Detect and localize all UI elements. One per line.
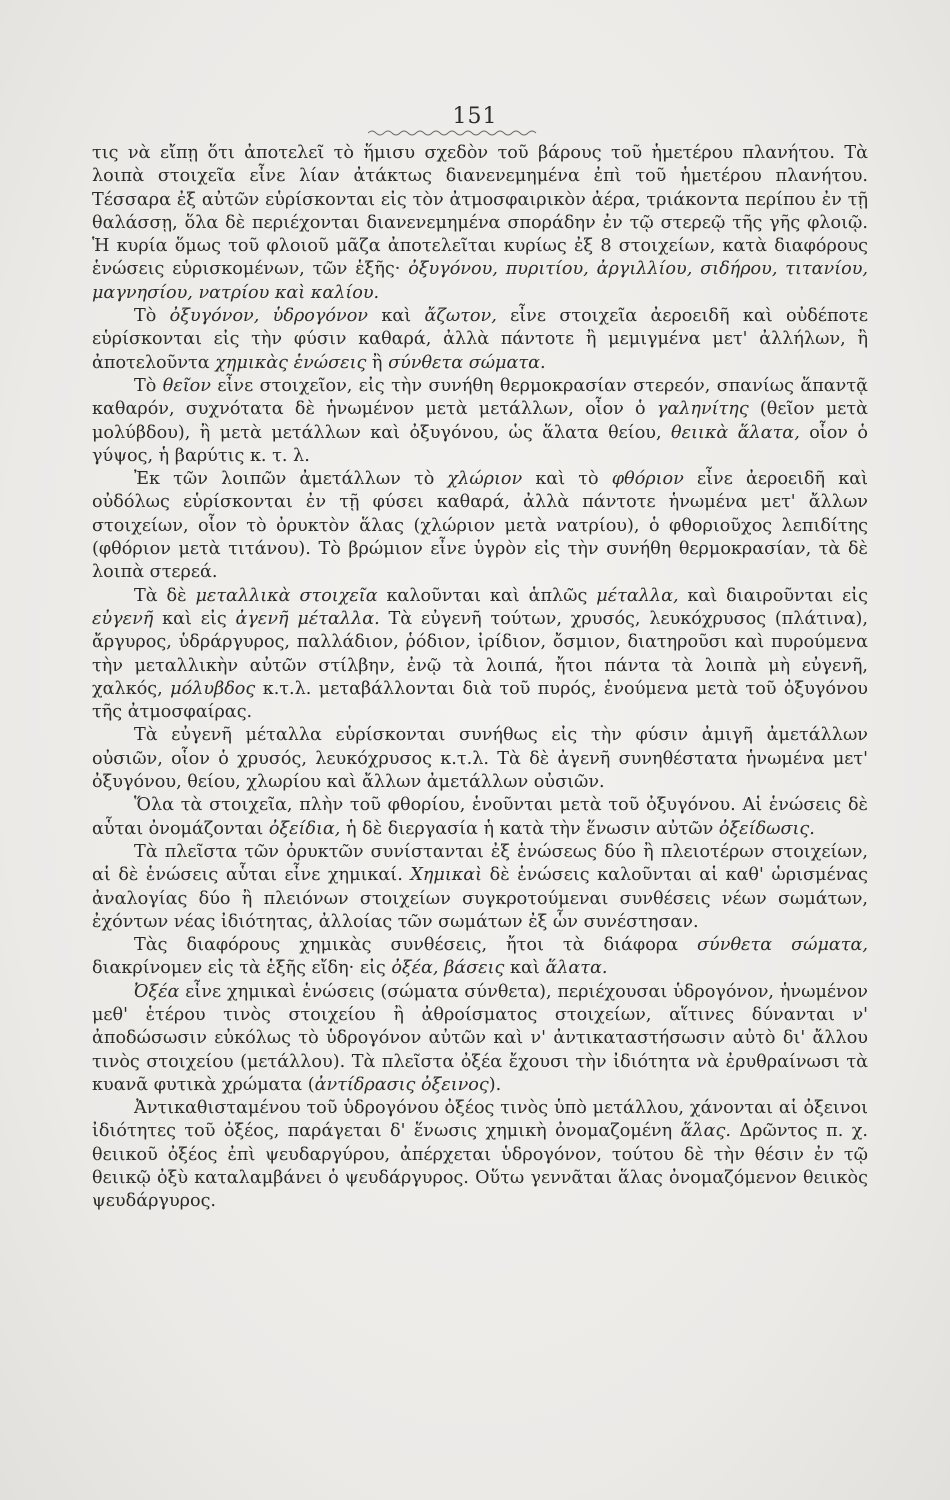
- italic-term: θεῖον: [162, 375, 211, 396]
- text-run: καὶ διαιροῦνται εἰς: [678, 585, 868, 606]
- text-run: εἶνε χημικαὶ ἑνώσεις (σώματα σύνθετα), περιέχουσαι ὑδρογόνον, ἡνωμένον μεθ' ἑτέρου τινὸς στοιχείου ἢ ἀθροίσματος στοιχείων, αἵτινες δύνανται ν' ἀποδώσωσιν εὐκόλως τὸ ὑδρογόνον αὐτῶν καὶ ν' ἀντικαταστήσωσιν αὐτὸ δι' ἄλλου τινὸς στοιχείου (μετάλλου). Τὰ πλεῖστα ὀξέα ἔχουσι τὴν ἰδιότητα νὰ ἐρυθραίνωσι τὰ κυανᾶ φυτικὰ χρώματα (: [92, 981, 868, 1095]
- paragraph: [92, 585, 868, 725]
- italic-term: ὀξείδωσις.: [718, 818, 815, 839]
- paragraph: [92, 375, 868, 468]
- text-run: Τὸ: [134, 375, 163, 396]
- paragraph: [92, 468, 868, 584]
- italic-term: Ὀξέα: [134, 981, 180, 1002]
- italic-term: φθόριον: [611, 469, 684, 490]
- italic-term: ὀξυγόνον, ὑδρογόνον: [169, 306, 368, 327]
- italic-term: γαληνίτης: [656, 399, 749, 420]
- italic-term: ἅλας.: [680, 1121, 731, 1142]
- italic-term: σύνθετα σώματα.: [388, 352, 546, 373]
- text-run: εἶνε ἀεροειδῆ καὶ οὐδόλως εὑρίσκονται ἐν τῇ φύσει καθαρά, ἀλλὰ πάντοτε ἡνωμένα μετ' ἄλλων στοιχείων, οἷον τὸ ὀρυκτὸν ἅλας (χλώριον μετὰ νατρίου), ὁ φθοριοῦχος λεπιδίτης (φθόριον μετὰ τιτάνου). Τὸ βρώμιον εἶνε ὑγρὸν εἰς τὴν συνήθη θερμοκρασίαν, τὰ δὲ λοιπὰ στερεά.: [92, 469, 868, 583]
- text-run: Ἐκ τῶν λοιπῶν ἀμετάλλων τὸ: [134, 469, 448, 490]
- text-run: κ.τ.λ. μεταβάλλονται διὰ τοῦ πυρός, ἑνούμενα μετὰ τοῦ ὀξυγόνου τῆς ἀτμοσφαίρας.: [92, 678, 868, 723]
- text-run: καλοῦνται καὶ ἁπλῶς: [377, 585, 597, 606]
- paragraph: [92, 142, 868, 305]
- text-run: ἢ: [366, 352, 389, 373]
- italic-term: χημικὰς ἑνώσεις: [215, 352, 367, 373]
- text-run: καὶ τὸ: [522, 469, 612, 490]
- text-run: εἶνε στοιχεῖα ἀεροειδῆ καὶ οὐδέποτε εὑρίσκονται εἰς τὴν φύσιν καθαρά, ἀλλὰ πάντοτε ἢ μεμιγμένα μετ' ἀλλήλων, ἢ ἀποτελοῦντα: [92, 306, 868, 373]
- italic-term: χλώριον: [447, 469, 523, 490]
- page-number: 151: [452, 104, 498, 129]
- text-run: Τὰς διαφόρους χημικὰς συνθέσεις, ἤτοι τὰ διάφορα: [134, 935, 698, 956]
- text-run: ).: [488, 1074, 502, 1095]
- text-run: Ὅλα τὰ στοιχεῖα, πλὴν τοῦ φθορίου, ἑνοῦνται μετὰ τοῦ ὀξυγόνου. Αἱ ἑνώσεις δὲ αὗται ὀνομάζονται: [92, 795, 868, 839]
- text-run: Δρῶντος π. χ. θειικοῦ ὀξέος ἐπὶ ψευδαργύρου, ἀπέρχεται ὑδρογόνον, τούτου δὲ τὴν θέσιν ἐν τῷ θειικῷ ὀξὺ καταλαμβάνει ὁ ψευδάργυρος. Οὕτω γεννᾶται ἅλας ὀνομαζόμενον θειικὸς ψευδάργυρος.: [92, 1121, 868, 1212]
- text-run: Τὰ πλεῖστα τῶν ὀρυκτῶν συνίστανται ἐξ ἑνώσεως δύο ἢ πλειοτέρων στοιχείων, αἱ δὲ ἑνώσεις αὗται εἶνε χημικαί.: [92, 841, 868, 886]
- italic-term: εὐγενῆ: [92, 608, 154, 629]
- body-text: [92, 142, 868, 1214]
- italic-term: μεταλλικὰ στοιχεῖα: [195, 585, 378, 606]
- text-run: Τὰ εὐγενῆ τούτων, χρυσός, λευκόχρυσος (πλάτινα), ἄργυρος, ὑδράργυρος, παλλάδιον, ῥόδιον, ἰρίδιον, ὄσμιον, διατηροῦσι καὶ πυρούμενα τὴν μεταλλικὴν αὐτῶν στίλβην, ἐνῷ τὰ λοιπά, ἤτοι πάντα τὰ λοιπὰ μὴ εὐγενῆ, χαλκός,: [92, 608, 869, 699]
- text-run: Ἀντικαθισταμένου τοῦ ὑδρογόνου ὀξέος τινὸς ὑπὸ μετάλλου, χάνονται αἱ ὀξεινοι ἰδιότητες τοῦ ὀξέος, παράγεται δ' ἕνωσις χημικὴ ὀνομαζομένη: [92, 1098, 868, 1142]
- italic-term: ὀξυγόνου, πυριτίου, ἀργιλλίου, σιδήρου, τιτανίου, μαγνησίου, νατρίου καὶ καλίου.: [92, 259, 868, 303]
- paragraph: [92, 841, 868, 934]
- italic-term: ἀγενῆ μέταλλα.: [235, 608, 380, 629]
- paragraph: [92, 724, 868, 794]
- text-run: εἶνε στοιχεῖον, εἰς τὴν συνήθη θερμοκρασίαν στερεόν, σπανίως ἅπαντᾷ καθαρόν, συχνότατα δὲ ἡνωμένον μετὰ μετάλλων, οἷον ὁ: [92, 375, 868, 420]
- text-run: οἷον ὁ γύψος, ἡ βαρύτις κ. τ. λ.: [92, 422, 869, 466]
- italic-term: θειικὰ ἅλατα,: [671, 422, 800, 443]
- paragraph: [92, 934, 868, 981]
- ornamental-rule: [368, 128, 538, 138]
- paragraph: [92, 794, 868, 841]
- text-run: δὲ ἑνώσεις καλοῦνται αἱ καθ' ὡρισμένας ἀναλογίας δύο ἢ πλειόνων στοιχείων συγκροτούμεναι συνθέσεις νέων σωμάτων, ἐχόντων νέας ἰδιότητας, ἀλλοίας τῶν σωμάτων ἐξ ὧν συνέστησαν.: [92, 865, 868, 932]
- italic-term: Χημικαὶ: [410, 865, 483, 886]
- paragraph: [92, 305, 868, 375]
- text-run: καὶ εἰς: [153, 608, 236, 629]
- text-run: τις νὰ εἴπῃ ὅτι ἀποτελεῖ τὸ ἥμισυ σχεδὸν τοῦ βάρους τοῦ ἡμετέρου πλανήτου. Τὰ λοιπὰ στοιχεῖα εἶνε λίαν ἀτάκτως διανενεμημένα ἐπὶ τοῦ ἡμετέρου πλανήτου. Τέσσαρα ἐξ αὐτῶν εὑρίσκονται εἰς τὸν ἀτμοσφαιρικὸν ἀέρα, τριάκοντα περίπου ἐν τῇ θαλάσσῃ, ὅλα δὲ περιέχονται διανενεμημένα σποράδην ἐν τῷ στερεῷ τῆς γῆς φλοιῷ. Ἡ κυρία ὅμως τοῦ φλοιοῦ μᾶζα ἀποτελεῖται κυρίως ἐξ 8 στοιχείων, κατὰ διαφόρους ἑνώσεις εὑρισκομένων, τῶν ἑξῆς·: [92, 143, 868, 280]
- italic-term: ἅλατα.: [545, 958, 608, 979]
- text-run: ἡ δὲ διεργασία ἡ κατὰ τὴν ἕνωσιν αὐτῶν: [340, 818, 719, 839]
- italic-term: σύνθετα σώματα,: [697, 935, 868, 956]
- text-run: καὶ: [504, 958, 546, 979]
- text-run: Τὸ: [134, 306, 170, 327]
- text-run: καὶ: [367, 306, 425, 327]
- italic-term: μέταλλα,: [596, 585, 679, 606]
- italic-term: ἀντίδρασις ὀξεινος: [314, 1074, 489, 1095]
- text-run: διακρίνομεν εἰς τὰ ἑξῆς εἴδη· εἰς: [92, 958, 392, 979]
- italic-term: ἄζωτον,: [424, 306, 497, 327]
- paragraph: [92, 981, 868, 1097]
- text-run: Τὰ δὲ: [134, 585, 196, 606]
- paragraph: [92, 1097, 868, 1213]
- italic-term: μόλυβδος: [170, 678, 256, 699]
- text-run: Τὰ εὐγενῆ μέταλλα εὑρίσκονται συνήθως εἰς τὴν φύσιν ἀμιγῆ ἀμετάλλων οὐσιῶν, οἷον ὁ χρυσός, λευκόχρυσος κ.τ.λ. Τὰ δὲ ἀγενῆ συνηθέστατα ἡνωμένα μετ' ὀξυγόνου, θείου, χλωρίου καὶ ἄλλων ἀμετάλλων οὐσιῶν.: [92, 725, 868, 793]
- italic-term: ὀξέα, βάσεις: [391, 958, 505, 979]
- italic-term: ὀξείδια,: [268, 818, 341, 839]
- text-run: (θεῖον μετὰ μολύβδου), ἢ μετὰ μετάλλων καὶ ὀξυγόνου, ὡς ἅλατα θείου,: [92, 399, 868, 443]
